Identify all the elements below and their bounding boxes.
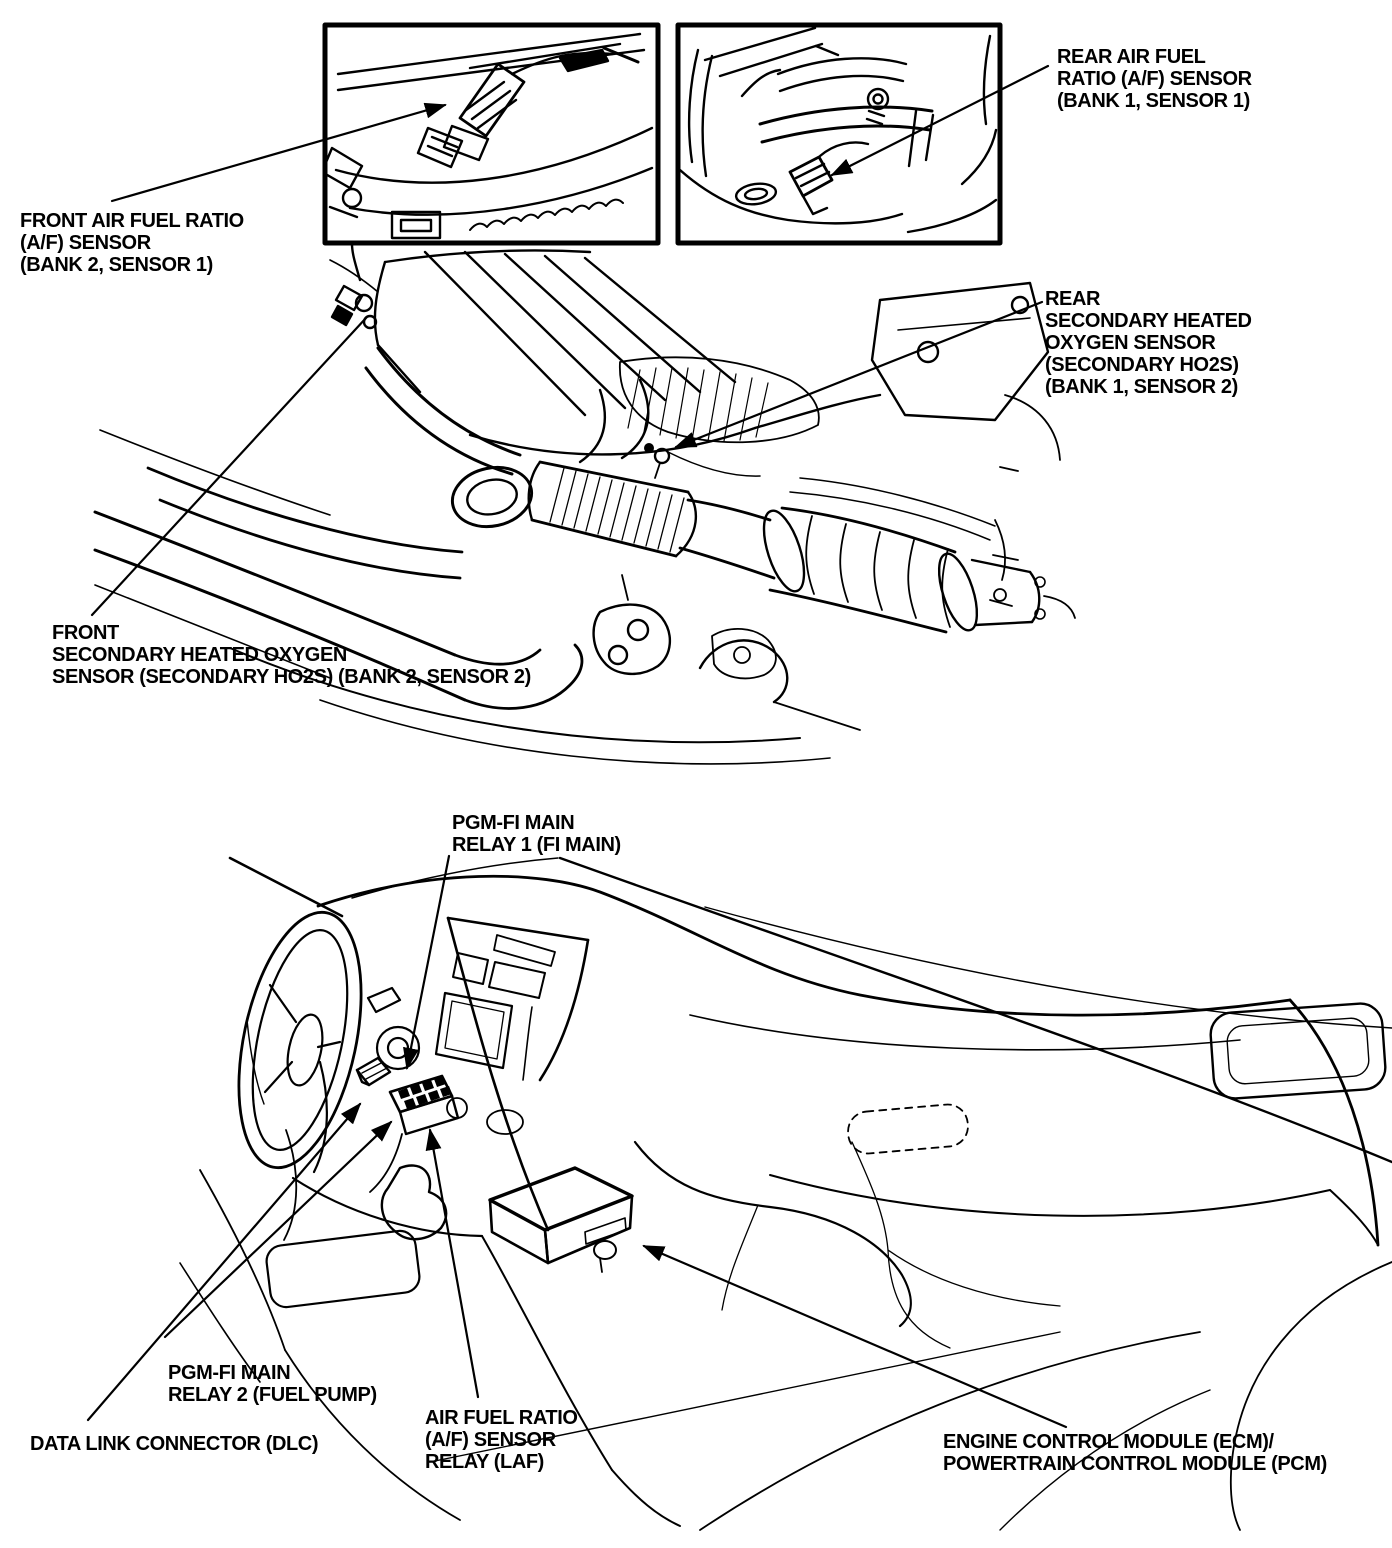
label-line: (BANK 1, SENSOR 2) <box>1045 376 1238 398</box>
label-front-secondary-ho2s <box>52 622 531 688</box>
label-line: RATIO (A/F) SENSOR <box>1057 68 1252 90</box>
label-line: FRONT AIR FUEL RATIO <box>20 210 244 232</box>
label-ecm-pcm <box>943 1431 1327 1475</box>
label-line: ENGINE CONTROL MODULE (ECM)/ <box>943 1431 1274 1453</box>
label-line: FRONT <box>52 622 119 644</box>
label-line: REAR <box>1045 288 1101 310</box>
label-line: (SECONDARY HO2S) <box>1045 354 1239 376</box>
label-line: SENSOR (SECONDARY HO2S) (BANK 2, SENSOR 2) <box>52 666 531 688</box>
leader-pgm-fi-main-relay-1 <box>407 856 449 1068</box>
label-data-link-connector <box>30 1433 318 1455</box>
label-line: (BANK 1, SENSOR 1) <box>1057 90 1250 112</box>
label-line: OXYGEN SENSOR <box>1045 332 1216 354</box>
label-line: DATA LINK CONNECTOR (DLC) <box>30 1433 319 1455</box>
label-pgm-fi-main-relay-1 <box>452 812 621 856</box>
label-front-af-sensor <box>20 210 244 276</box>
label-pgm-fi-main-relay-2 <box>168 1362 377 1406</box>
label-line: SECONDARY HEATED OXYGEN <box>52 644 347 666</box>
label-line: (A/F) SENSOR <box>20 232 151 254</box>
label-line: (BANK 2, SENSOR 1) <box>20 254 213 276</box>
dashboard-drawing <box>180 858 1392 1530</box>
label-line: PGM-FI MAIN <box>168 1362 291 1384</box>
leader-ecm-pcm <box>644 1246 1066 1427</box>
label-rear-secondary-ho2s <box>1045 288 1252 398</box>
engine-closeup-inset-right <box>678 25 1000 243</box>
label-line: PGM-FI MAIN <box>452 812 575 834</box>
leader-front-secondary-ho2s <box>92 318 366 615</box>
engine-closeup-inset-left <box>322 25 658 243</box>
leader-af-sensor-relay <box>430 1130 478 1397</box>
label-line: REAR AIR FUEL <box>1057 46 1206 68</box>
label-line: RELAY (LAF) <box>425 1451 544 1473</box>
leader-rear-secondary-ho2s <box>676 302 1042 447</box>
label-rear-af-sensor <box>1057 46 1252 112</box>
label-line: (A/F) SENSOR <box>425 1429 556 1451</box>
leader-rear-af-sensor <box>832 66 1048 175</box>
label-line: AIR FUEL RATIO <box>425 1407 578 1429</box>
label-line: POWERTRAIN CONTROL MODULE (PCM) <box>943 1453 1327 1475</box>
label-line: RELAY 1 (FI MAIN) <box>452 834 621 856</box>
leader-front-af-sensor <box>112 105 445 201</box>
label-line: SECONDARY HEATED <box>1045 310 1252 332</box>
label-line: RELAY 2 (FUEL PUMP) <box>168 1384 377 1406</box>
label-af-sensor-relay <box>425 1407 578 1473</box>
